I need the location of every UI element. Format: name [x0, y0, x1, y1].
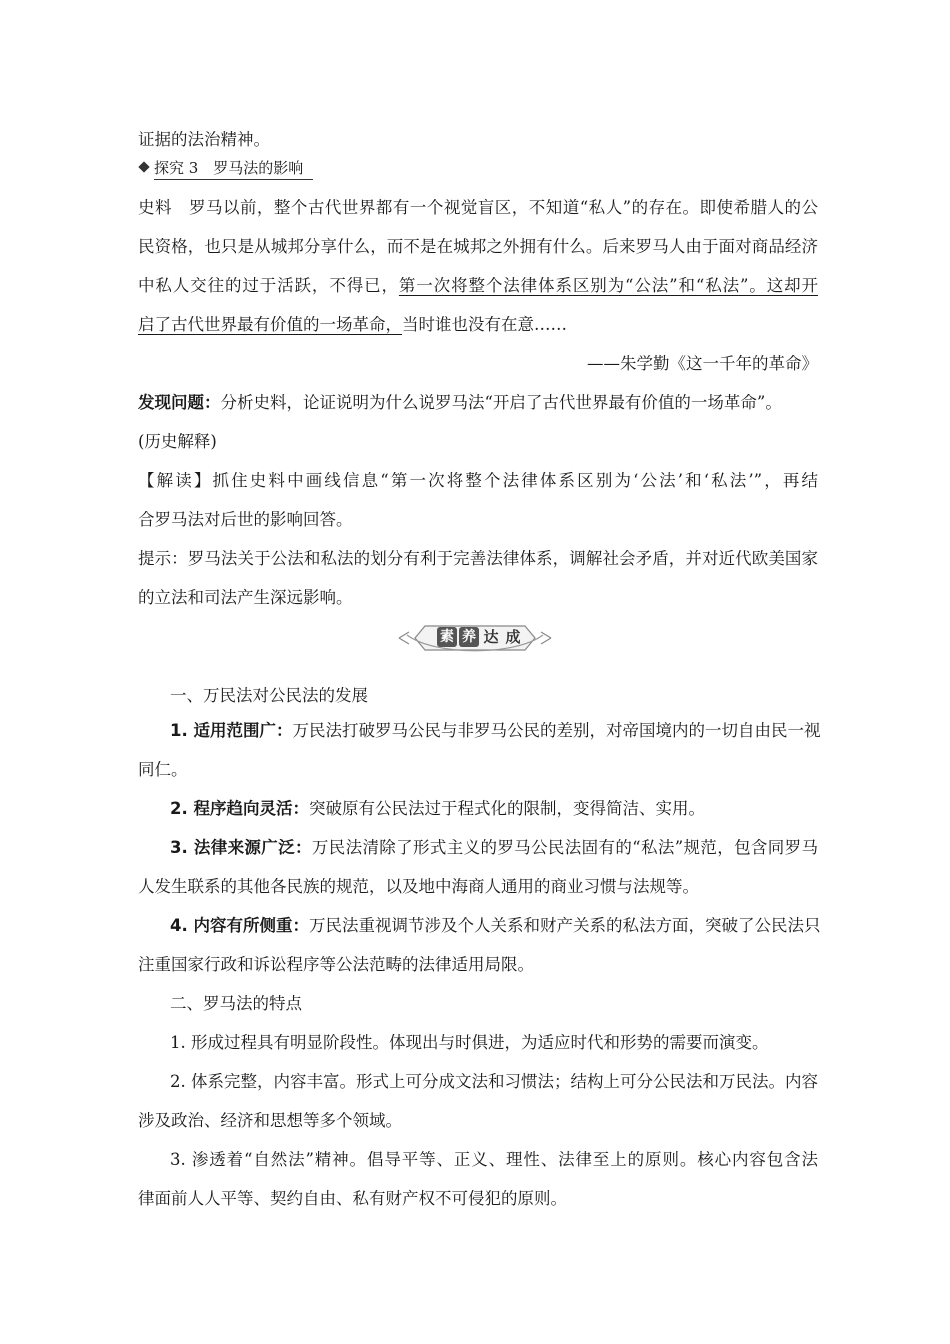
question-line — [138, 391, 818, 415]
analysis-line: 【解读】抓住史料中画线信息“第一次将整个法律体系区别为‘公法’和‘私法’”，再结 — [138, 471, 818, 490]
item-text: 突破原有公民法过于程式化的限制，变得简洁、实用。 — [309, 799, 705, 818]
citation: ——朱学勤《这一千年的革命》 — [587, 354, 818, 373]
list-item: 1. 形成过程具有明显阶段性。体现出与时俱进，为适应时代和形势的需要而演变。 — [170, 1033, 769, 1052]
section-banner — [395, 618, 555, 658]
list-item: 3. 渗透着“自然法”精神。倡导平等、正义、理性、法律至上的原则。核心内容包含法 — [170, 1150, 818, 1169]
banner-char-box: 养 — [459, 627, 479, 647]
part-title: 一、万民法对公民法的发展 — [170, 686, 368, 705]
item-continuation: 涉及政治、经济和思想等多个领域。 — [138, 1111, 402, 1130]
source-line: 民资格，也只是从城邦分享什么，而不是在城邦之外拥有什么。后来罗马人由于面对商品经济 — [138, 237, 818, 256]
item-continuation: 律面前人人平等、契约自由、私有财产权不可侵犯的原则。 — [138, 1189, 567, 1208]
item-label: 2. 程序趋向灵活： — [170, 799, 309, 818]
item-continuation: 人发生联系的其他各民族的规范，以及地中海商人通用的商业习惯与法规等。 — [138, 877, 699, 896]
item-text: 万民法打破罗马公民与非罗马公民的差别，对帝国境内的一切自由民一视 — [292, 721, 821, 740]
question-text: 分析史料，论证说明为什么说罗马法“开启了古代世界最有价值的一场革命”。 — [220, 393, 782, 412]
source-line — [138, 313, 818, 337]
section-title: 探究 3 罗马法的影响 — [154, 159, 313, 180]
question-label: 发现问题： — [138, 393, 221, 412]
list-item — [170, 797, 818, 821]
source-text: 中私人交往的过于活跃，不得已， — [138, 276, 399, 295]
hint-line: 提示：罗马法关于公法和私法的划分有利于完善法律体系，调解社会矛盾，并对近代欧美国家 — [138, 549, 818, 568]
item-label: 1. 适用范围广： — [170, 721, 293, 740]
list-item — [170, 836, 818, 860]
source-line: 史料 罗马以前，整个古代世界都有一个视觉盲区，不知道“私人”的存在。即使希腊人的公 — [138, 198, 818, 217]
part-title: 二、罗马法的特点 — [170, 994, 302, 1013]
question-tag: (历史解释) — [138, 432, 217, 451]
list-item — [170, 719, 821, 743]
list-item: 2. 体系完整，内容丰富。形式上可分成文法和习惯法；结构上可分公民法和万民法。内容 — [170, 1072, 818, 1091]
item-label: 4. 内容有所侧重： — [170, 916, 309, 935]
source-line — [138, 274, 818, 298]
item-continuation: 注重国家行政和诉讼程序等公法范畴的法律适用局限。 — [138, 955, 534, 974]
list-item — [170, 914, 821, 938]
item-continuation: 同仁。 — [138, 760, 188, 779]
section-heading — [138, 156, 313, 180]
underlined-text: 第一次将整个法律体系区别为“公法”和“私法”。这却开 — [398, 276, 818, 295]
banner-char-box: 素 — [437, 627, 457, 647]
paragraph-line: 证据的法治精神。 — [138, 130, 270, 149]
banner-char: 成 — [505, 628, 521, 646]
source-text: 当时谁也没有在意…… — [402, 315, 567, 334]
item-text: 万民法清除了形式主义的罗马公民法固有的“私法”规范，包含同罗马 — [311, 838, 819, 857]
item-label: 3. 法律来源广泛： — [170, 838, 312, 857]
underlined-text: 启了古代世界最有价值的一场革命， — [138, 315, 402, 334]
hint-line: 的立法和司法产生深远影响。 — [138, 588, 353, 607]
diamond-icon — [138, 161, 149, 172]
banner-char: 达 — [483, 628, 499, 646]
analysis-line: 合罗马法对后世的影响回答。 — [138, 510, 353, 529]
item-text: 万民法重视调节涉及个人关系和财产关系的私法方面，突破了公民法只 — [309, 916, 821, 935]
